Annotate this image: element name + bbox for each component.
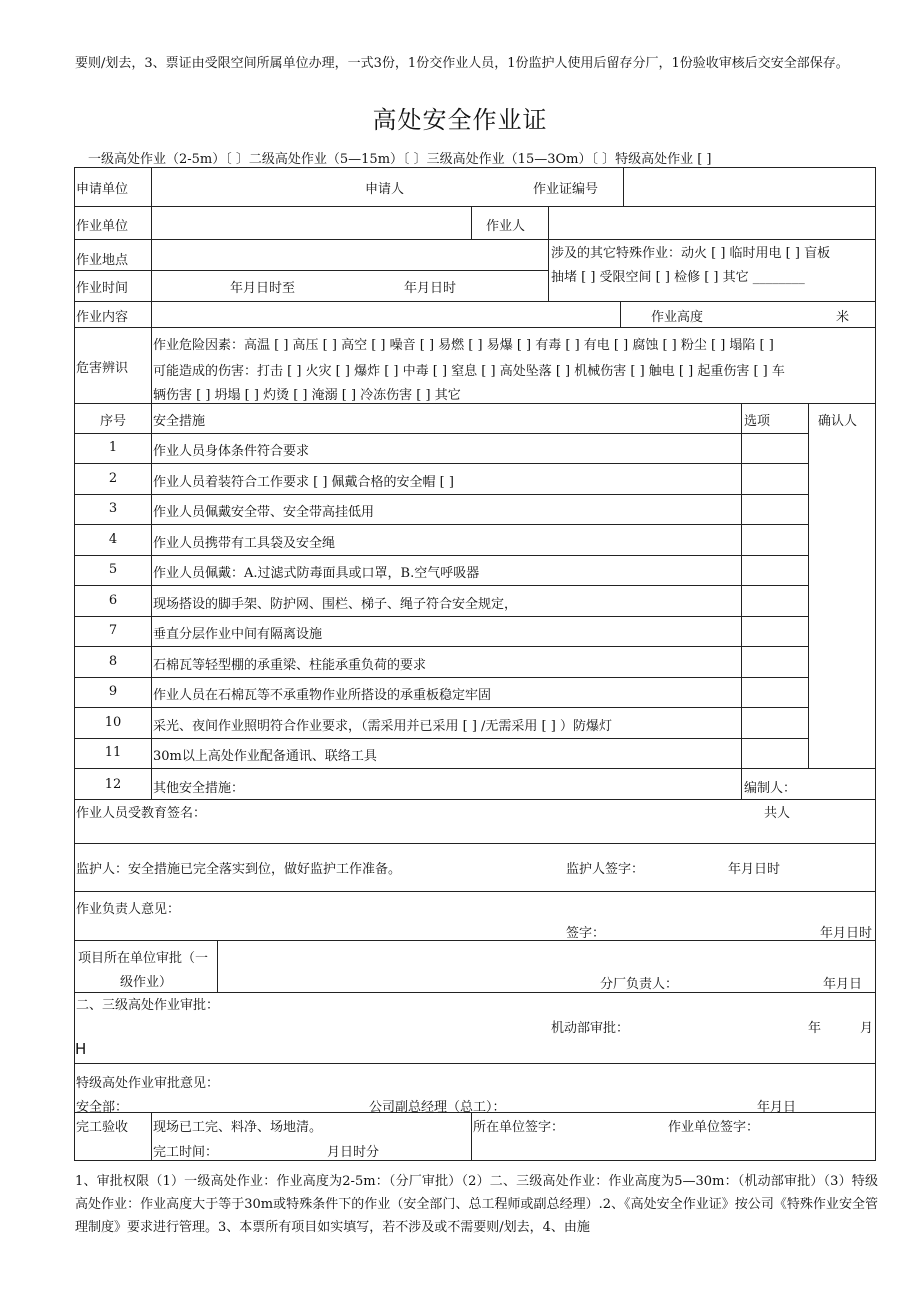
measure-text[interactable]: 作业人员着装符合工作要求 [ ] 佩戴合格的安全帽 [ ] <box>153 475 454 490</box>
apply-unit-label: 申请单位 <box>76 182 129 197</box>
mech-dept-approval-label[interactable]: 机动部审批： <box>551 1021 630 1036</box>
row-divider <box>74 270 548 271</box>
measure-no: 10 <box>104 715 122 730</box>
time-label: 作业时间 <box>76 281 129 296</box>
work-unit-field[interactable] <box>152 207 470 238</box>
location-label: 作业地点 <box>76 253 129 268</box>
measure-no: 9 <box>108 684 118 699</box>
measure-text: 其他安全措施： <box>153 781 245 796</box>
measure-no: 11 <box>104 745 122 760</box>
hazard-injuries-cont[interactable]: 辆伤害 [ ] 坍塌 [ ] 灼烫 [ ] 淹溺 [ ] 冷冻伤害 [ ] 其它 <box>153 388 461 403</box>
special-approval-label: 特级高处作业审批意见： <box>76 1076 220 1091</box>
row-divider <box>74 433 808 434</box>
measure-text: 作业人员携带有工具袋及安全绳 <box>153 536 336 551</box>
measure-no: 6 <box>108 593 118 608</box>
completion-time-value[interactable]: 月日时分 <box>327 1145 380 1160</box>
measure-text: 现场搭设的脚手架、防护网、围栏、梯子、绳子符合安全规定， <box>153 597 518 612</box>
leader-opinion-label: 作业负责人意见： <box>76 902 181 917</box>
col-divider <box>471 1112 472 1161</box>
leader-sign-label[interactable]: 签字： <box>566 926 606 941</box>
measure-text: 作业人员在石棉瓦等不承重物作业所搭设的承重板稳定牢固 <box>153 688 492 703</box>
project-approval-date[interactable]: 年月日 <box>823 977 863 992</box>
time-from[interactable]: 年月日时至 <box>230 281 296 296</box>
special-work-line2[interactable]: 抽堵 [ ] 受限空间 [ ] 检修 [ ] 其它 ________ <box>551 270 805 285</box>
row-divider <box>74 616 808 617</box>
levels-line[interactable]: 一级高处作业（2-5m）〔 〕二级高处作业（5—15m）〔 〕三级高处作业（15—3Om）〔 〕特级高处作业 [ ] <box>88 152 712 167</box>
page-title: 高处安全作业证 <box>372 106 548 134</box>
row-divider <box>74 585 808 586</box>
col-no-header: 序号 <box>99 414 126 429</box>
measure-text: 30m以上高处作业配备通讯、联络工具 <box>153 749 377 764</box>
row-divider <box>74 799 876 800</box>
measure-text[interactable]: 采光、夜间作业照明符合作业要求，（需采用并已采用 [ ] /无需采用 [ ] ）防爆灯 <box>153 719 612 734</box>
confirmer-field[interactable] <box>809 434 875 767</box>
row-divider <box>74 555 808 556</box>
col-divider <box>471 206 472 239</box>
level23-year[interactable]: 年 <box>808 1021 822 1036</box>
leader-date[interactable]: 年月日时 <box>820 926 873 941</box>
permit-no-label: 作业证编号 <box>533 182 599 197</box>
measure-no: 12 <box>104 777 122 792</box>
special-date[interactable]: 年月日 <box>757 1100 797 1115</box>
permit-no-field[interactable] <box>624 168 875 205</box>
location-field[interactable] <box>152 240 547 269</box>
h-mark: H <box>75 1040 87 1058</box>
education-total: 共人 <box>764 806 791 821</box>
level23-month[interactable]: 月 <box>860 1021 874 1036</box>
row-divider <box>74 768 876 769</box>
row-divider <box>74 677 808 678</box>
option-column[interactable] <box>742 434 807 767</box>
project-approval-label-cont: 级作业） <box>120 975 173 990</box>
row-divider <box>74 463 808 464</box>
col-divider <box>151 1112 152 1161</box>
measure-no: 7 <box>108 623 118 638</box>
hazard-factors[interactable]: 作业危险因素：高温 [ ] 高压 [ ] 高空 [ ] 噪音 [ ] 易燃 [ ] 易爆 [ ] 有毒 [ ] 有电 [ ] 腐蚀 [ ] 粉尘 [ ] 塌陷 [ ] <box>153 338 774 353</box>
worker-field[interactable] <box>549 207 875 238</box>
content-label: 作业内容 <box>76 310 129 325</box>
measure-text: 作业人员佩戴安全带、安全带高挂低用 <box>153 505 375 520</box>
work-unit-label: 作业单位 <box>76 219 129 234</box>
guardian-date[interactable]: 年月日时 <box>728 862 781 877</box>
applicant-label: 申请人 <box>365 182 405 197</box>
measure-no: 3 <box>108 501 118 516</box>
measure-no: 1 <box>108 440 118 455</box>
hazard-injuries[interactable]: 可能造成的伤害：打击 [ ] 火灾 [ ] 爆炸 [ ] 中毒 [ ] 窒息 [ ] 高处坠落 [ ] 机械伤害 [ ] 触电 [ ] 起重伤害 [ ] 车 <box>153 364 785 379</box>
hazard-label: 危害辨识 <box>76 361 129 376</box>
height-unit: 米 <box>836 310 850 325</box>
completion-label: 完工验收 <box>76 1120 129 1135</box>
col-divider <box>620 301 621 327</box>
guardian-sign-label[interactable]: 监护人签字： <box>566 862 645 877</box>
row-divider <box>74 1063 876 1064</box>
measure-no: 5 <box>108 562 118 577</box>
col-option-header: 选项 <box>744 414 771 429</box>
measure-no: 8 <box>108 654 118 669</box>
measure-no: 2 <box>108 471 118 486</box>
measure-text: 垂直分层作业中间有隔离设施 <box>153 627 323 642</box>
col-measure-header: 安全措施 <box>153 414 206 429</box>
row-divider <box>74 707 808 708</box>
work-unit-sign-label[interactable]: 作业单位签字： <box>668 1120 760 1135</box>
completion-clean: 现场已工完、料净、场地清。 <box>153 1120 323 1135</box>
col-confirmer-header: 确认人 <box>818 414 858 429</box>
row-divider <box>74 940 876 941</box>
col-divider <box>151 167 152 403</box>
safety-dept-label[interactable]: 安全部： <box>76 1100 129 1115</box>
project-approval-label: 项目所在单位审批（一 <box>78 951 209 966</box>
completion-time-label[interactable]: 完工时间： <box>153 1145 219 1160</box>
compiler-label: 编制人： <box>744 781 797 796</box>
row-divider <box>74 843 876 844</box>
worker-label: 作业人 <box>486 219 526 234</box>
col-divider <box>151 403 152 799</box>
col-divider <box>217 940 218 992</box>
special-work-line1[interactable]: 涉及的其它特殊作业：动火 [ ] 临时用电 [ ] 盲板 <box>551 246 831 261</box>
row-divider <box>74 646 808 647</box>
education-label: 作业人员受教育签名： <box>76 806 207 821</box>
measure-text: 石棉瓦等轻型棚的承重梁、柱能承重负荷的要求 <box>153 658 427 673</box>
row-divider <box>74 992 876 993</box>
row-divider <box>74 738 808 739</box>
row-divider <box>74 327 876 328</box>
row-divider <box>74 524 808 525</box>
guardian-text: 监护人：安全措施已完全落实到位，做好监护工作准备。 <box>76 862 402 877</box>
measure-no: 4 <box>108 532 118 547</box>
time-to[interactable]: 年月日时 <box>404 281 457 296</box>
row-divider <box>74 891 876 892</box>
measure-text: 作业人员佩戴：A.过滤式防毒面具或口罩，B.空气呼吸器 <box>153 566 480 581</box>
unit-sign-label[interactable]: 所在单位签字： <box>473 1120 565 1135</box>
footer-notes: 1、审批权限（1）一级高处作业：作业高度为2-5m：（分厂审批）（2）二、三级高处作业：作业高度为5—30m：（机动部审批）（3）特级高处作业：作业高度大于等于30m或特殊条件下的作业（安全部门、总工程师或副总经理）.2、《高处安全作业证》按公司《特殊作业安全管理制度》要求进行管理。3、本票所有项目如实填写，若不涉及或不需要则/划去，4、由施 <box>75 1174 878 1235</box>
height-label: 作业高度 <box>651 310 704 325</box>
row-divider <box>74 403 876 404</box>
content-field[interactable] <box>152 302 619 326</box>
row-divider <box>74 494 808 495</box>
branch-head-label[interactable]: 分厂负责人： <box>600 977 679 992</box>
level23-approval-label: 二、三级高处作业审批： <box>76 998 220 1013</box>
measure-text: 作业人员身体条件符合要求 <box>153 444 310 459</box>
intro-text: 要则/划去，3、票证由受限空间所属单位办理，一式3份，1份交作业人员，1份监护人使用后留存分厂，1份验收审核后交安全部保存。 <box>75 56 849 71</box>
vp-label[interactable]: 公司副总经理（总工）： <box>369 1100 506 1115</box>
